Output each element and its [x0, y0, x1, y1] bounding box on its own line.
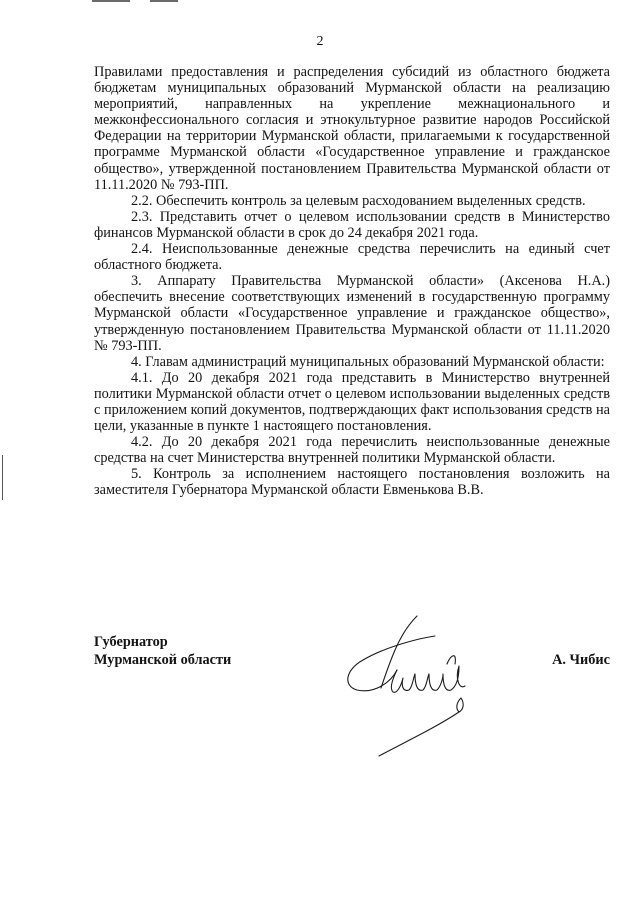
handwritten-signature	[339, 612, 489, 757]
signer-name: А. Чибис	[552, 652, 610, 668]
document-body	[94, 64, 610, 499]
scan-artifact	[2, 455, 3, 500]
scan-artifact	[92, 0, 130, 2]
paragraph-4-2: 4.2. До 20 декабря 2021 года перечислить неиспользованные денежные средства на счет Министерства внутренней политики Мурманской области.	[94, 434, 610, 467]
paragraph-2-2: 2.2. Обеспечить контроль за целевым расходованием выделенных средств.	[131, 192, 586, 209]
signer-title	[94, 633, 231, 669]
paragraph-2-4: 2.4. Неиспользованные денежные средства перечислить на единый счет областного бюджета.	[94, 241, 610, 274]
paragraph-5: 5. Контроль за исполнением настоящего постановления возложить на заместителя Губернатора Мурманской области Евменькова В.В.	[94, 466, 610, 499]
paragraph-4-1: 4.1. До 20 декабря 2021 года представить в Министерство внутренней политики Мурманской области отчет о целевом использовании выделенных средств с приложением копий документов, подтверждающих факт использования средств на цели, указанные в пункте 1 настоящего постановления.	[94, 369, 610, 435]
signature-block	[94, 633, 610, 763]
paragraph-4: 4. Главам администраций муниципальных образований Мурманской области:	[131, 353, 605, 370]
paragraph-2-3: 2.3. Представить отчет о целевом использовании средств в Министерство финансов Мурманской области в срок до 24 декабря 2021 года.	[94, 208, 610, 241]
paragraph-3: 3. Аппарату Правительства Мурманской области» (Аксенова Н.А.) обеспечить внесение соответствующих изменений в государственную программу Мурманской области «Государственное управление и гражданское общество», утвержденную постановлением Правительства Мурманской области от 11.11.2020 № 793-ПП.	[94, 273, 610, 354]
page-number: 2	[316, 34, 324, 49]
signer-title-line1: Губернатор	[94, 634, 168, 650]
signer-title-line2: Мурманской области	[94, 652, 232, 668]
scan-artifact	[150, 0, 178, 2]
paragraph-continuation: Правилами предоставления и распределения субсидий из областного бюджета бюджетам муниципальных образований Мурманской области на реализацию мероприятий, направленных на укрепление межнационального и межконфессионального согласия и этнокультурное развитие народов Российской Федерации на территории Мурманской области, прилагаемыми к государственной программе Мурманской области «Государственное управление и гражданское общество», утвержденной постановлением Правительства Мурманской области от 11.11.2020 № 793-ПП.	[94, 64, 610, 193]
